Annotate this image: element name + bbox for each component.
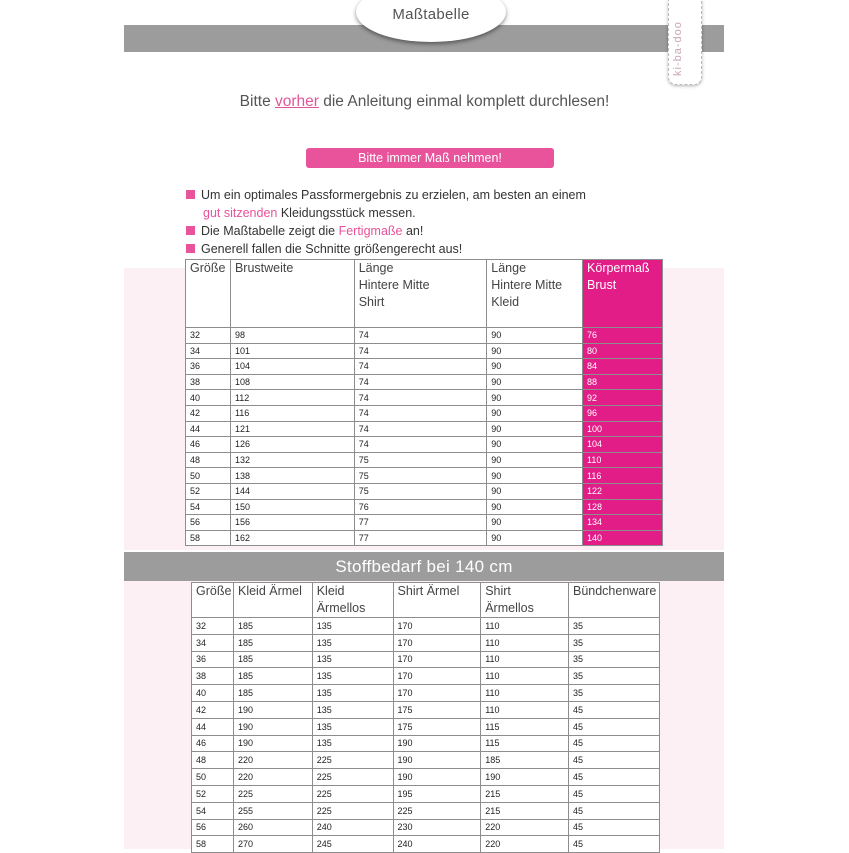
table-row [186, 421, 663, 437]
table-row [186, 483, 663, 499]
table-cell: 170 [393, 634, 481, 651]
table-cell: 46 [192, 735, 234, 752]
table-cell: 138 [230, 468, 354, 484]
table-cell: 54 [186, 499, 231, 515]
table-cell: 185 [233, 685, 312, 702]
bullet-text: Die Maßtabelle zeigt die [201, 224, 339, 238]
table-cell: 98 [230, 328, 354, 344]
table-cell: 135 [312, 668, 393, 685]
table-row [186, 515, 663, 531]
bullet-text: Generell fallen die Schnitte größengerecht aus! [201, 242, 463, 256]
bullet-text: Kleidungsstück messen. [277, 206, 416, 220]
table-cell: 121 [230, 421, 354, 437]
table-cell: 76 [583, 328, 663, 344]
bullet-item [186, 240, 586, 258]
table-cell: 144 [230, 483, 354, 499]
table-cell: 116 [230, 405, 354, 421]
table-cell: 156 [230, 515, 354, 531]
table-row [192, 769, 660, 786]
page-title: Maßtabelle [392, 6, 470, 23]
column-header: Größe [186, 260, 231, 328]
table-row [192, 836, 660, 853]
fabric-section-title: Stoffbedarf bei 140 cm [124, 552, 724, 581]
bullet-item [186, 222, 586, 240]
table-cell: 215 [481, 785, 569, 802]
table-cell: 74 [354, 359, 487, 375]
table-row [192, 701, 660, 718]
bullet-square-icon [186, 226, 195, 235]
table-cell: 135 [312, 685, 393, 702]
table-cell: 32 [192, 618, 234, 635]
table-cell: 76 [354, 499, 487, 515]
table-cell: 230 [393, 819, 481, 836]
table-cell: 220 [233, 769, 312, 786]
table-cell: 225 [312, 769, 393, 786]
table-cell: 74 [354, 390, 487, 406]
bullet-text: an! [402, 224, 424, 238]
table-cell: 77 [354, 515, 487, 531]
table-cell: 44 [192, 718, 234, 735]
table-cell: 75 [354, 468, 487, 484]
table-cell: 134 [583, 515, 663, 531]
table-cell: 45 [568, 735, 659, 752]
fabric-table-header [192, 583, 660, 618]
table-cell: 110 [481, 618, 569, 635]
table-cell: 260 [233, 819, 312, 836]
table-cell: 80 [583, 343, 663, 359]
fabric-table [191, 582, 660, 853]
column-header: Shirt Ärmel [393, 583, 481, 618]
table-cell: 44 [186, 421, 231, 437]
size-table-header [186, 260, 663, 328]
table-cell: 190 [481, 769, 569, 786]
table-cell: 74 [354, 421, 487, 437]
table-cell: 35 [568, 634, 659, 651]
table-cell: 90 [487, 421, 583, 437]
table-cell: 90 [487, 452, 583, 468]
table-cell: 170 [393, 685, 481, 702]
table-cell: 245 [312, 836, 393, 853]
table-cell: 190 [233, 735, 312, 752]
table-cell: 195 [393, 785, 481, 802]
table-cell: 54 [192, 802, 234, 819]
table-cell: 162 [230, 530, 354, 546]
table-cell: 175 [393, 718, 481, 735]
table-row [192, 685, 660, 702]
table-cell: 108 [230, 374, 354, 390]
table-cell: 45 [568, 752, 659, 769]
table-cell: 40 [186, 390, 231, 406]
table-cell: 185 [233, 634, 312, 651]
table-cell: 45 [568, 819, 659, 836]
table-cell: 74 [354, 374, 487, 390]
table-cell: 75 [354, 452, 487, 468]
table-cell: 110 [481, 668, 569, 685]
intro-text [0, 93, 849, 111]
bullet-text: Um ein optimales Passformergebnis zu erzielen, am besten an einem [201, 188, 586, 202]
table-cell: 225 [312, 785, 393, 802]
table-cell: 185 [481, 752, 569, 769]
table-cell: 45 [568, 836, 659, 853]
column-header: Länge Hintere Mitte Kleid [487, 260, 583, 328]
table-cell: 110 [481, 701, 569, 718]
column-header: Länge Hintere Mitte Shirt [354, 260, 487, 328]
table-cell: 32 [186, 328, 231, 344]
brand-logo-text: ki-ba-doo [672, 21, 684, 76]
table-cell: 170 [393, 651, 481, 668]
table-cell: 225 [312, 802, 393, 819]
table-cell: 96 [583, 405, 663, 421]
table-cell: 220 [233, 752, 312, 769]
table-row [192, 752, 660, 769]
table-cell: 110 [481, 685, 569, 702]
table-cell: 240 [393, 836, 481, 853]
table-cell: 58 [192, 836, 234, 853]
table-cell: 115 [481, 735, 569, 752]
table-cell: 190 [233, 701, 312, 718]
table-cell: 48 [192, 752, 234, 769]
table-cell: 90 [487, 530, 583, 546]
table-cell: 126 [230, 437, 354, 453]
table-cell: 34 [192, 634, 234, 651]
bullet-square-icon [186, 244, 195, 253]
table-cell: 90 [487, 328, 583, 344]
table-cell: 90 [487, 405, 583, 421]
table-cell: 50 [186, 468, 231, 484]
table-row [192, 634, 660, 651]
column-header: Brustweite [230, 260, 354, 328]
table-cell: 220 [481, 836, 569, 853]
table-row [186, 530, 663, 546]
table-cell: 74 [354, 405, 487, 421]
table-cell: 115 [481, 718, 569, 735]
column-header: Kleid Ärmel [233, 583, 312, 618]
bullet-continuation [186, 204, 586, 222]
table-cell: 58 [186, 530, 231, 546]
table-cell: 135 [312, 651, 393, 668]
table-cell: 38 [192, 668, 234, 685]
table-cell: 116 [583, 468, 663, 484]
table-cell: 36 [192, 651, 234, 668]
table-row [186, 468, 663, 484]
table-cell: 45 [568, 701, 659, 718]
column-header: Größe [192, 583, 234, 618]
table-cell: 56 [186, 515, 231, 531]
table-cell: 45 [568, 802, 659, 819]
table-row [186, 328, 663, 344]
table-row [186, 390, 663, 406]
table-cell: 135 [312, 634, 393, 651]
table-cell: 90 [487, 343, 583, 359]
table-cell: 100 [583, 421, 663, 437]
size-table [185, 259, 663, 546]
table-cell: 45 [568, 769, 659, 786]
column-header: Shirt Ärmellos [481, 583, 569, 618]
table-cell: 170 [393, 668, 481, 685]
table-cell: 220 [481, 819, 569, 836]
table-cell: 175 [393, 701, 481, 718]
table-cell: 135 [312, 735, 393, 752]
bullet-list [186, 186, 586, 258]
table-cell: 84 [583, 359, 663, 375]
bullet-item [186, 186, 586, 204]
table-cell: 77 [354, 530, 487, 546]
table-cell: 34 [186, 343, 231, 359]
table-cell: 42 [192, 701, 234, 718]
table-cell: 190 [393, 735, 481, 752]
table-cell: 90 [487, 468, 583, 484]
table-cell: 101 [230, 343, 354, 359]
table-cell: 35 [568, 618, 659, 635]
table-cell: 150 [230, 499, 354, 515]
table-cell: 225 [312, 752, 393, 769]
table-cell: 90 [487, 483, 583, 499]
table-row [186, 437, 663, 453]
table-row [186, 359, 663, 375]
table-cell: 132 [230, 452, 354, 468]
table-cell: 190 [393, 769, 481, 786]
table-cell: 50 [192, 769, 234, 786]
table-cell: 38 [186, 374, 231, 390]
column-header: Körpermaß Brust [583, 260, 663, 328]
table-cell: 42 [186, 405, 231, 421]
table-row [186, 374, 663, 390]
table-cell: 185 [233, 651, 312, 668]
table-cell: 45 [568, 785, 659, 802]
table-cell: 128 [583, 499, 663, 515]
table-row [192, 785, 660, 802]
table-cell: 240 [312, 819, 393, 836]
table-cell: 140 [583, 530, 663, 546]
table-cell: 75 [354, 483, 487, 499]
measure-reminder-banner: Bitte immer Maß nehmen! [306, 148, 554, 168]
table-cell: 90 [487, 390, 583, 406]
intro-after: die Anleitung einmal komplett durchlesen! [318, 93, 610, 110]
table-cell: 90 [487, 374, 583, 390]
table-cell: 270 [233, 836, 312, 853]
table-cell: 35 [568, 685, 659, 702]
table-cell: 110 [481, 651, 569, 668]
table-row [192, 735, 660, 752]
table-cell: 52 [186, 483, 231, 499]
table-cell: 92 [583, 390, 663, 406]
table-cell: 135 [312, 618, 393, 635]
table-cell: 40 [192, 685, 234, 702]
column-header: Kleid Ärmellos [312, 583, 393, 618]
table-cell: 45 [568, 718, 659, 735]
intro-highlight: vorher [275, 93, 319, 110]
table-row [186, 343, 663, 359]
table-cell: 170 [393, 618, 481, 635]
table-cell: 185 [233, 618, 312, 635]
table-row [192, 618, 660, 635]
table-cell: 48 [186, 452, 231, 468]
column-header: Bündchenware [568, 583, 659, 618]
table-row [192, 819, 660, 836]
bullet-highlight: Fertigmaße [338, 224, 403, 238]
table-cell: 35 [568, 668, 659, 685]
table-row [192, 651, 660, 668]
intro-before: Bitte [239, 93, 275, 110]
table-row [186, 452, 663, 468]
table-cell: 225 [233, 785, 312, 802]
table-cell: 90 [487, 437, 583, 453]
table-cell: 185 [233, 668, 312, 685]
table-row [186, 499, 663, 515]
table-cell: 88 [583, 374, 663, 390]
bullet-highlight: gut sitzenden [203, 206, 278, 220]
brand-logo [668, 0, 702, 85]
table-cell: 225 [393, 802, 481, 819]
table-cell: 52 [192, 785, 234, 802]
table-cell: 190 [393, 752, 481, 769]
table-cell: 74 [354, 437, 487, 453]
table-row [192, 668, 660, 685]
table-cell: 46 [186, 437, 231, 453]
table-cell: 135 [312, 718, 393, 735]
table-cell: 104 [230, 359, 354, 375]
table-cell: 56 [192, 819, 234, 836]
table-cell: 36 [186, 359, 231, 375]
table-cell: 190 [233, 718, 312, 735]
table-row [186, 405, 663, 421]
table-cell: 110 [583, 452, 663, 468]
table-cell: 35 [568, 651, 659, 668]
table-cell: 74 [354, 343, 487, 359]
table-cell: 90 [487, 499, 583, 515]
table-cell: 122 [583, 483, 663, 499]
table-row [192, 718, 660, 735]
table-cell: 112 [230, 390, 354, 406]
table-row [192, 802, 660, 819]
table-cell: 74 [354, 328, 487, 344]
table-cell: 90 [487, 359, 583, 375]
table-cell: 104 [583, 437, 663, 453]
table-cell: 90 [487, 515, 583, 531]
table-cell: 135 [312, 701, 393, 718]
bullet-square-icon [186, 190, 195, 199]
table-cell: 215 [481, 802, 569, 819]
table-cell: 110 [481, 634, 569, 651]
table-cell: 255 [233, 802, 312, 819]
